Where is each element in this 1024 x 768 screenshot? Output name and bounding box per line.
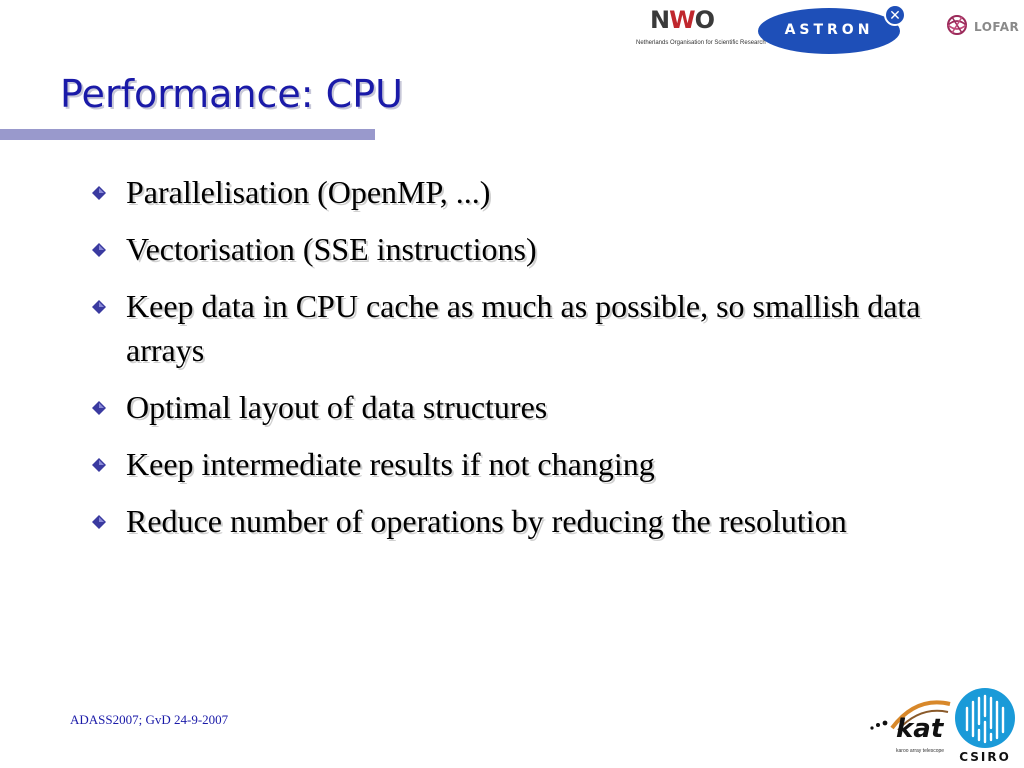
diamond-bullet-icon [92,243,106,257]
nwo-logo [636,6,766,54]
bullet-text: Vectorisation (SSE instructions) [126,231,537,267]
csiro-circle-icon [950,686,1020,750]
diamond-bullet-icon [92,458,106,472]
bullet-item [92,499,992,543]
bullet-text: Keep data in CPU cache as much as possible, so smallish data arrays [126,288,921,368]
kat-logo [866,694,952,758]
bullet-item [92,385,992,429]
bullet-list [92,170,992,556]
bullet-item [92,227,992,271]
bullet-text: Parallelisation (OpenMP, ...) [126,174,491,210]
slide-title: Performance: CPU [60,72,403,116]
nwo-logo-mark: NWO [650,6,714,34]
diamond-bullet-icon [92,515,106,529]
bullet-item [92,170,992,214]
kat-logo-text: kat [896,714,944,744]
csiro-logo [950,686,1020,766]
bullet-text: Reduce number of operations by reducing the resolution [126,503,847,539]
footer-text: ADASS2007; GvD 24-9-2007 [70,712,229,727]
csiro-logo-text: CSIRO [959,750,1011,764]
kat-logo-subtitle: karoo array telescope [896,748,945,754]
astron-cross-icon: ✕ [884,4,906,26]
lofar-logo-text: LOFAR [974,20,1020,34]
diamond-bullet-icon [92,300,106,314]
bullet-item [92,442,992,486]
bullet-text: Optimal layout of data structures [126,389,548,425]
lofar-logo [944,12,1018,40]
bullet-text: Keep intermediate results if not changing [126,446,655,482]
astron-logo [758,4,914,54]
astron-logo-text: ASTRON [784,22,874,38]
diamond-bullet-icon [92,186,106,200]
diamond-bullet-icon [92,401,106,415]
bullet-item [92,284,992,372]
lofar-globe-icon [944,12,970,38]
nwo-logo-subtitle: Netherlands Organisation for Scientific Research [636,40,766,46]
title-underline-bar [0,129,375,140]
